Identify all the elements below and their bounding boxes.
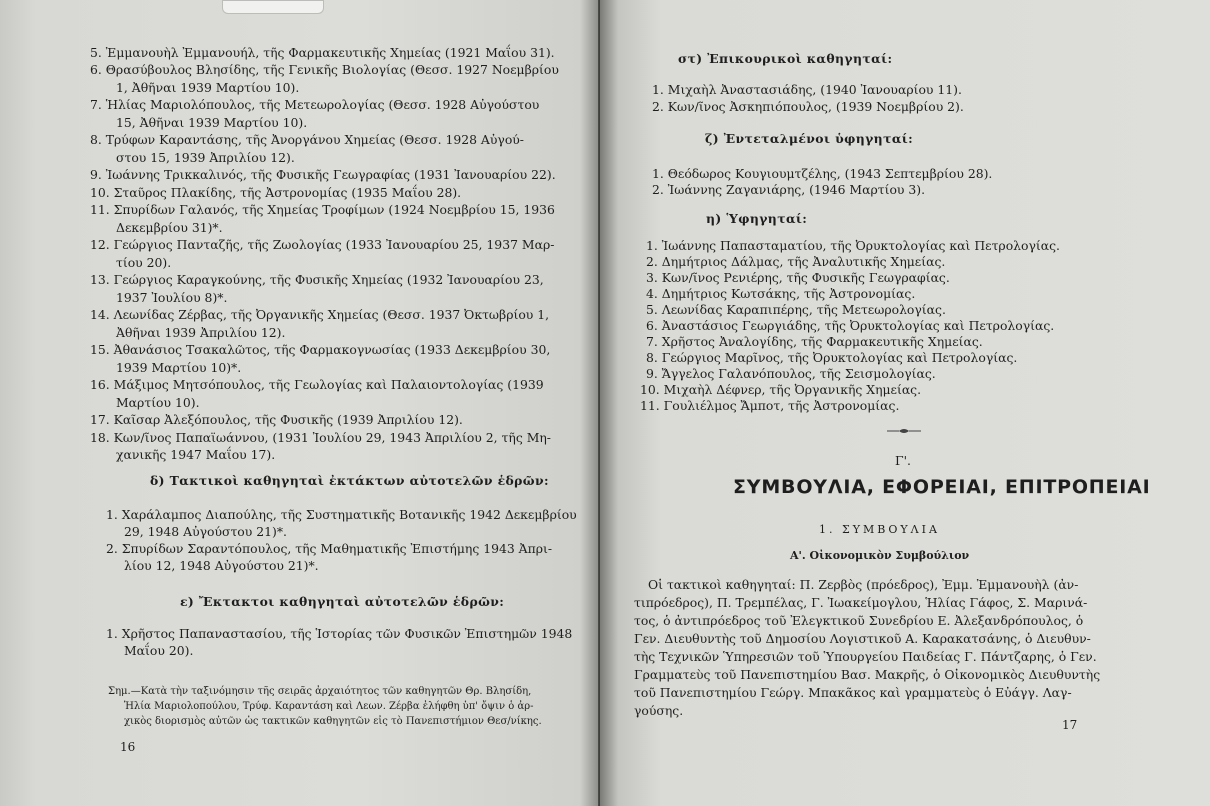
paragraph-line: Γεν. Διευθυντὴς τοῦ Δημοσίου Λογιστικοῦ Α. Καρακατσάνης, ὁ Διευθυν- [634,631,1091,646]
text-line: 5. Ἐμμανουὴλ Ἐμμανουήλ, τῆς Φαρμακευτικῆς Χημείας (1921 Μαΐου 31). [90,45,555,60]
ornament-divider-icon [887,428,921,434]
subsection-title: 1. ΣΥΜΒΟΥΛΙΑ [819,523,940,536]
text-line: 2. Κων/ῖνος Ἀσκηπιόπουλος, (1939 Νοεμβρίου 2). [652,99,964,114]
text-line: 6. Θρασύβουλος Βλησίδης, τῆς Γενικῆς Βιολογίας (Θεσσ. 1927 Νοεμβρίου [90,62,559,77]
left-page [0,0,598,806]
text-line: 7. Ἡλίας Μαριολόπουλος, τῆς Μετεωρολογίας (Θεσσ. 1928 Αὐγούστου [90,97,540,112]
paragraph-line: Γραμματεὺς τοῦ Πανεπιστημίου Βασ. Μακρῆς, ὁ Οἰκονομικὸς Διευθυντὴς [634,667,1101,682]
section-heading: δ) Τακτικοὶ καθηγηταὶ ἐκτάκτων αὐτοτελῶν ἑδρῶν: [150,473,549,488]
text-line: Μαρτίου 10). [116,395,200,410]
text-line: 15, Ἀθῆναι 1939 Μαρτίου 10). [116,115,308,130]
section-letter: Γ'. [895,453,911,468]
text-line: 2. Ἰωάννης Ζαγανιάρης, (1946 Μαρτίου 3). [652,182,926,197]
section-heading: στ) Ἐπικουρικοὶ καθηγηταί: [678,51,893,66]
text-line: 4. Δημήτριος Κωτσάκης, τῆς Ἀστρονομίας. [646,286,916,301]
text-line: 12. Γεώργιος Πανταζῆς, τῆς Ζωολογίας (1933 Ἰανουαρίου 25, 1937 Μαρ- [90,237,555,252]
text-line: 1939 Μαρτίου 10)*. [116,360,242,375]
text-line: 5. Λεωνίδας Καραπιπέρης, τῆς Μετεωρολογίας. [646,302,946,317]
right-page [600,0,1210,806]
text-line: τίου 20). [116,255,172,270]
text-line: 1. Μιχαὴλ Ἀναστασιάδης, (1940 Ἰανουαρίου 11). [652,82,962,97]
section-heading: ε) Ἔκτακτοι καθηγηταὶ αὐτοτελῶν ἑδρῶν: [180,594,505,609]
text-line: 3. Κων/ῖνος Ρενιέρης, τῆς Φυσικῆς Γεωγραφίας. [646,270,950,285]
section-heading: ζ) Ἐντεταλμένοι ὑφηγηταί: [705,131,914,146]
text-line: 1. Χαράλαμπος Διαπούλης, τῆς Συστηματικῆς Βοτανικῆς 1942 Δεκεμβρίου [106,507,577,522]
text-line: λίου 12, 1948 Αὐγούστου 21)*. [124,558,319,573]
text-line: 1. Ἰωάννης Παπασταματίου, τῆς Ὀρυκτολογίας καὶ Πετρολογίας. [646,238,1060,253]
text-line: 9. Ἰωάννης Τρικκαλινός, τῆς Φυσικῆς Γεωγραφίας (1931 Ἰανουαρίου 22). [90,167,556,182]
text-line: 17. Καῖσαρ Ἀλεξόπουλος, τῆς Φυσικῆς (1939 Ἀπριλίου 12). [90,412,463,427]
text-line: Μαΐου 20). [124,643,194,658]
footnote-line: Ἡλία Μαριολοπούλου, Τρύφ. Καραντάση καὶ Λεων. Ζέρβα ἐλήφθη ὑπ' ὄψιν ὁ ἀρ- [124,701,534,712]
text-line: 6. Ἀναστάσιος Γεωργιάδης, τῆς Ὀρυκτολογίας καὶ Πετρολογίας. [646,318,1055,333]
page-tab-marker [222,0,324,14]
paragraph-line: Οἱ τακτικοὶ καθηγηταί: Π. Ζερβὸς (πρόεδρος), Ἐμμ. Ἐμμανουὴλ (ἀν- [648,577,1079,592]
text-line: Δεκεμβρίου 31)*. [116,220,223,235]
text-line: 1937 Ἰουλίου 8)*. [116,290,228,305]
text-line: 2. Σπυρίδων Σαραντόπουλος, τῆς Μαθηματικῆς Ἐπιστήμης 1943 Ἀπρι- [106,541,553,556]
text-line: Ἀθῆναι 1939 Ἀπριλίου 12). [116,325,286,340]
text-line: χανικῆς 1947 Μαΐου 17). [116,447,276,462]
text-line: 1. Χρῆστος Παπαναστασίου, τῆς Ἱστορίας τῶν Φυσικῶν Ἐπιστημῶν 1948 [106,626,573,641]
text-line: 11. Σπυρίδων Γαλανός, τῆς Χημείας Τροφίμων (1924 Νοεμβρίου 15, 1936 [90,202,555,217]
text-line: 9. Ἄγγελος Γαλανόπουλος, τῆς Σεισμολογίας. [646,366,936,381]
paragraph-line: τιπρόεδρος), Π. Τρεμπέλας, Γ. Ἰωακείμογλου, Ἡλίας Γάφος, Σ. Μαρινά- [634,595,1088,610]
text-line: 2. Δημήτριος Δάλμας, τῆς Ἀναλυτικῆς Χημείας. [646,254,946,269]
text-line: 8. Γεώργιος Μαρῖνος, τῆς Ὀρυκτολογίας καὶ Πετρολογίας. [646,350,1018,365]
page-number: 17 [1062,718,1078,732]
text-line: 29, 1948 Αὐγούστου 21)*. [124,524,287,539]
footnote-line: χικὸς διορισμὸς αὐτῶν ὡς τακτικῶν καθηγητῶν εἰς τὸ Πανεπιστήμιον Θεσ/νίκης. [124,716,542,727]
chapter-title: ΣΥΜΒΟΥΛΙΑ, ΕΦΟΡΕΙΑΙ, ΕΠΙΤΡΟΠΕΙΑΙ [733,476,1151,498]
text-line: 15. Ἀθανάσιος Τσακαλῶτος, τῆς Φαρμακογνωσίας (1933 Δεκεμβρίου 30, [90,342,551,357]
text-line: 11. Γουλιέλμος Ἄμποτ, τῆς Ἀστρονομίας. [640,398,900,413]
council-title: Α'. Οἰκονομικὸν Συμβούλιον [790,549,970,562]
text-line: 16. Μάξιμος Μητσόπουλος, τῆς Γεωλογίας καὶ Παλαιοντολογίας (1939 [90,377,544,392]
text-line: 13. Γεώργιος Καραγκούνης, τῆς Φυσικῆς Χημείας (1932 Ἰανουαρίου 23, [90,272,544,287]
text-line: 1, Ἀθῆναι 1939 Μαρτίου 10). [116,80,300,95]
paragraph-line: τοῦ Πανεπιστημίου Γεώργ. Μπακᾶκος καὶ γραμματεὺς ὁ Εὐάγγ. Λαγ- [634,685,1072,700]
text-line: 14. Λεωνίδας Ζέρβας, τῆς Ὀργανικῆς Χημείας (Θεσσ. 1937 Ὀκτωβρίου 1, [90,307,550,322]
text-line: 10. Σταῦρος Πλακίδης, τῆς Ἀστρονομίας (1935 Μαΐου 28). [90,185,462,200]
section-heading: η) Ὑφηγηταί: [706,211,808,226]
text-line: στου 15, 1939 Ἀπριλίου 12). [116,150,295,165]
paragraph-line: τὴς Τεχνικῶν Ὑπηρεσιῶν τοῦ Ὑπουργείου Παιδείας Γ. Πάντζαρης, ὁ Γεν. [634,649,1097,664]
text-line: 8. Τρύφων Καραντάσης, τῆς Ἀνοργάνου Χημείας (Θεσσ. 1928 Αὐγού- [90,132,524,147]
paragraph-line: γούσης. [634,703,684,718]
text-line: 18. Κων/ῖνος Παπαϊωάννου, (1931 Ἰουλίου 29, 1943 Ἀπριλίου 2, τῆς Μη- [90,430,551,445]
text-line: 7. Χρῆστος Ἀναλογίδης, τῆς Φαρμακευτικῆς Χημείας. [646,334,983,349]
page-number: 16 [120,740,136,754]
text-line: 10. Μιχαὴλ Δέφνερ, τῆς Ὀργανικῆς Χημείας. [640,382,922,397]
footnote-line: Σημ.—Κατὰ τὴν ταξινόμησιν τῆς σειρᾶς ἀρχαιότητος τῶν καθηγητῶν Θρ. Βλησίδη, [108,686,532,697]
paragraph-line: τος, ὁ ἀντιπρόεδρος τοῦ Ἐλεγκτικοῦ Συνεδρίου Ε. Ἀλεξανδρόπουλος, ὁ [634,613,1084,628]
text-line: 1. Θεόδωρος Κουγιουμτζέλης, (1943 Σεπτεμβρίου 28). [652,166,993,181]
